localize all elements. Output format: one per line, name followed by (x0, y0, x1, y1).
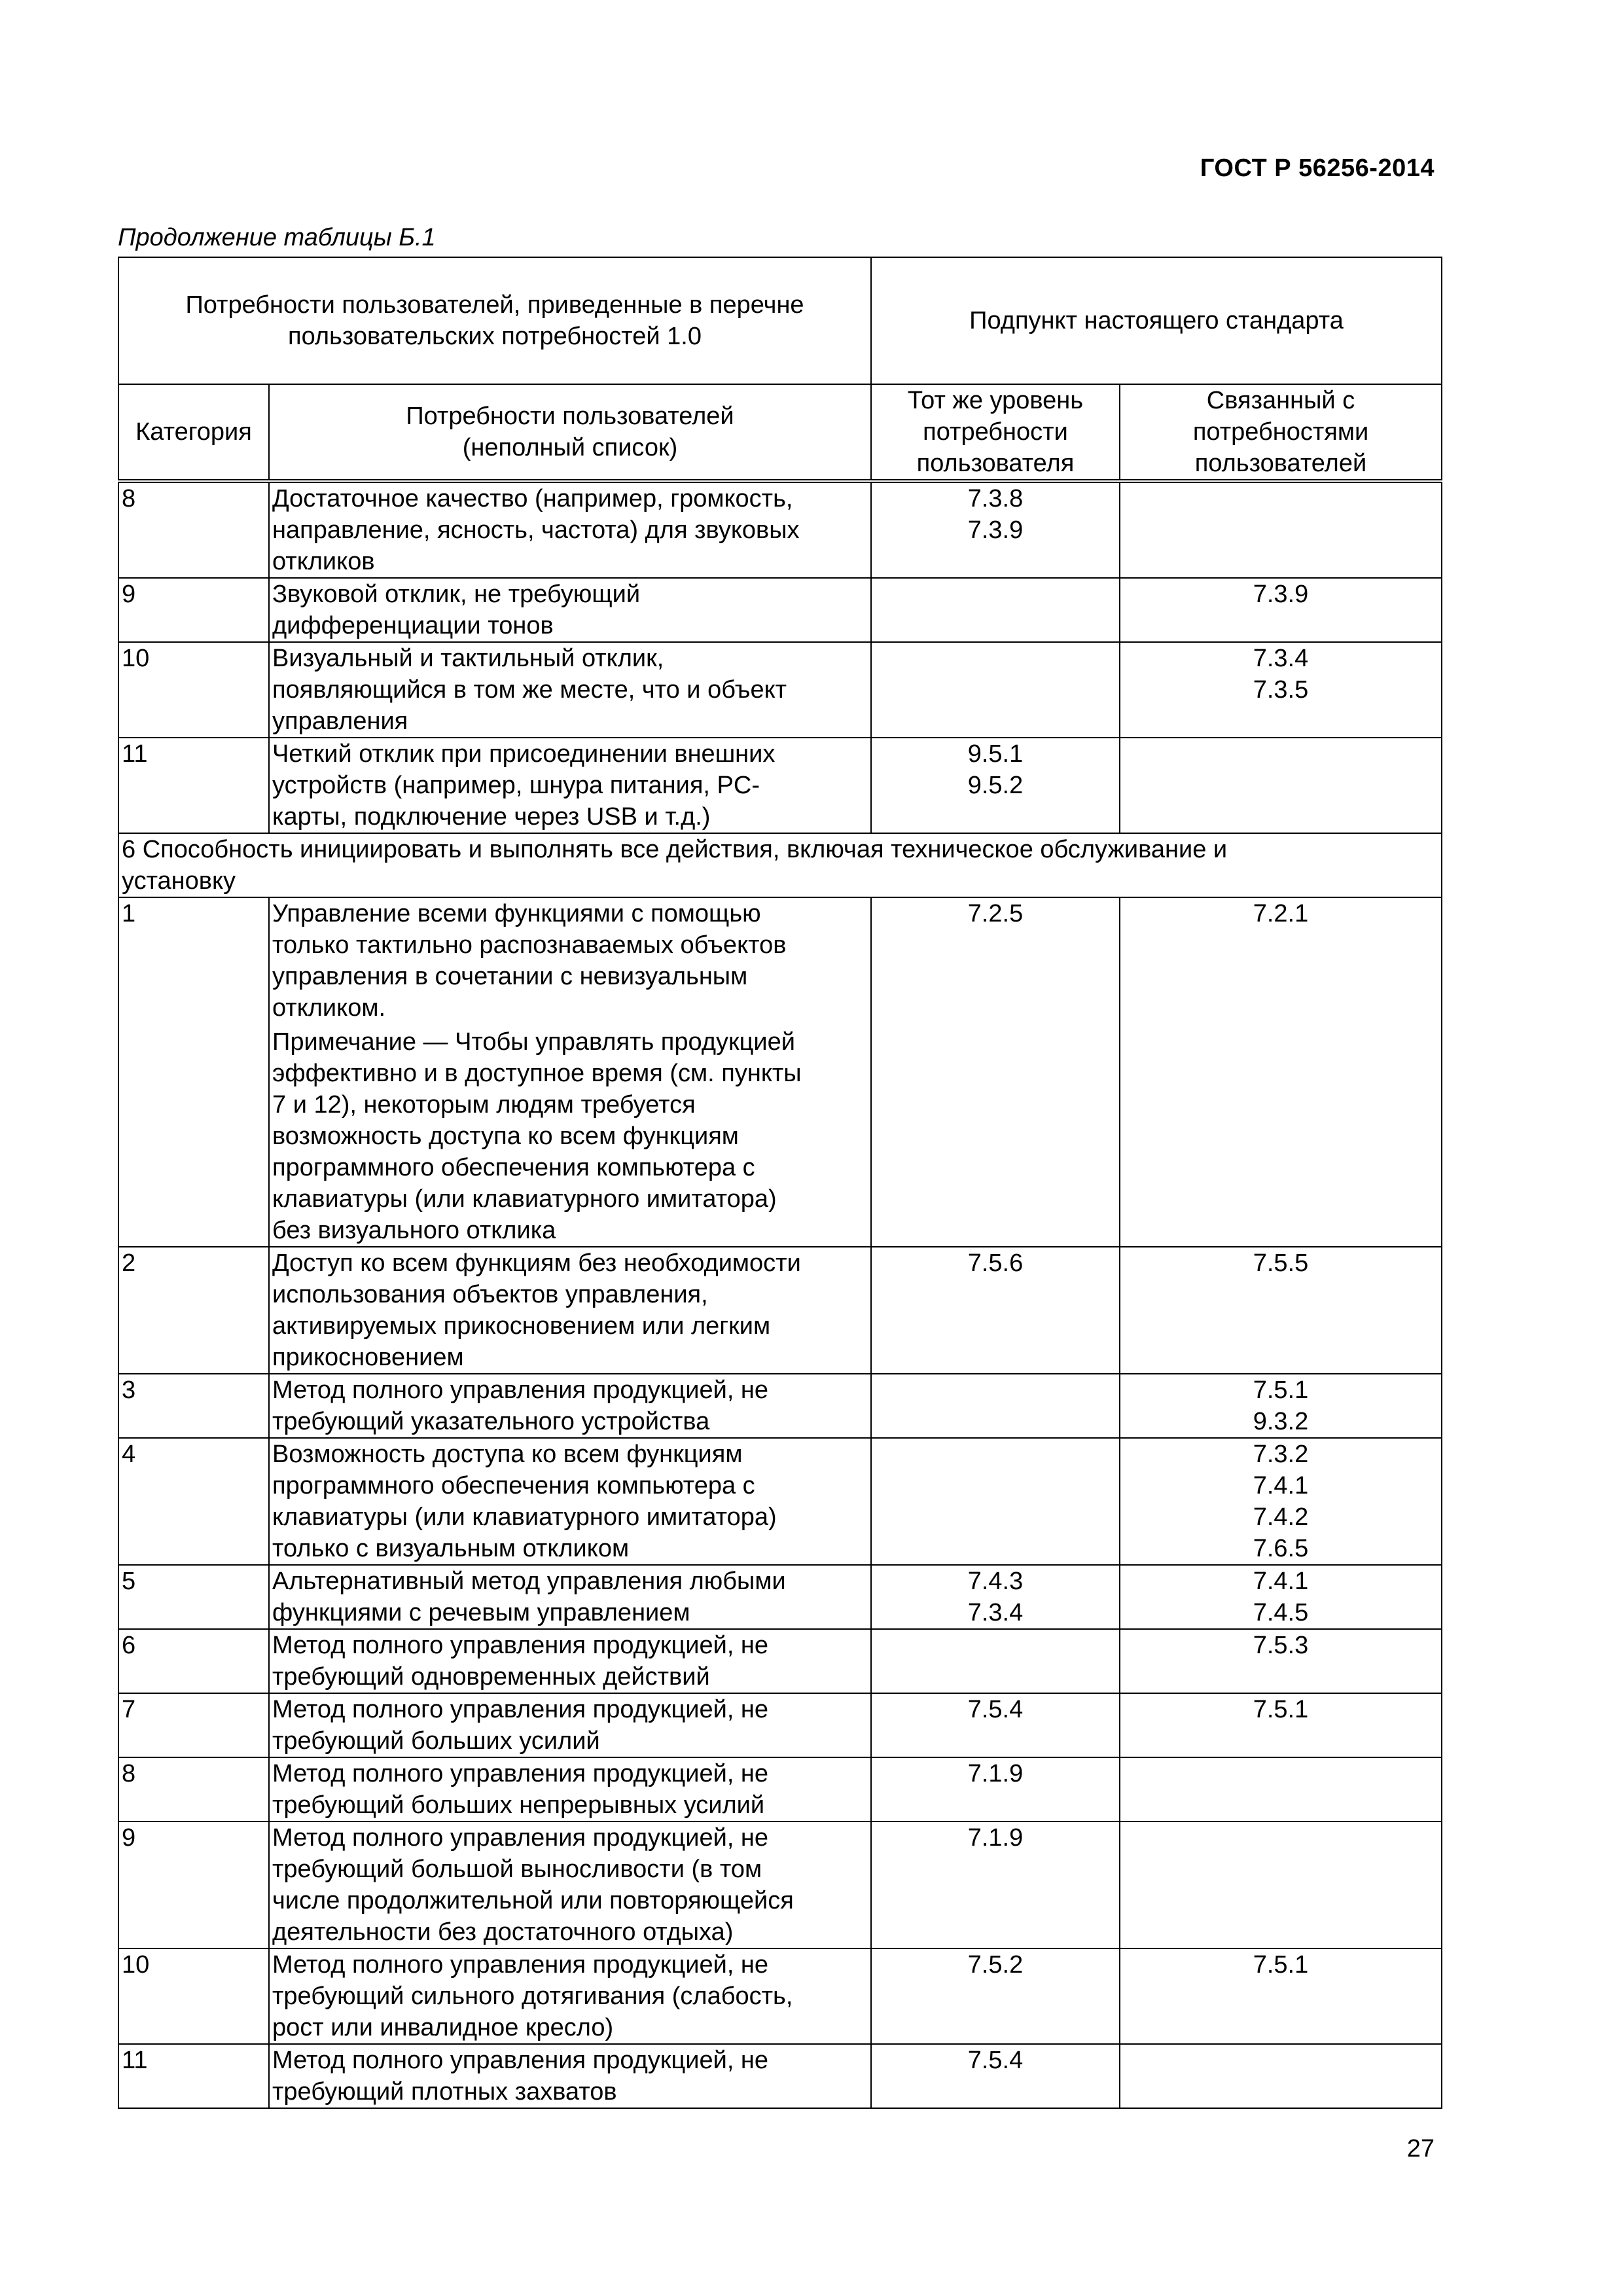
need-text-line: устройств (например, шнура питания, PC- (272, 772, 760, 799)
need-text-line: активируемых прикосновением или легким (272, 1312, 771, 1340)
note-text-line: эффективно и в доступное время (см. пункты (272, 1060, 802, 1087)
related-cell (1120, 578, 1442, 642)
subclause-ref: 7.4.1 (1253, 1568, 1309, 1595)
need-text-line: требующий указательного устройства (272, 1408, 710, 1435)
need-text-line: использования объектов управления, (272, 1281, 708, 1308)
need-text-line: Метод полного управления продукцией, не (272, 1376, 769, 1404)
subclause-ref: 7.3.4 (1253, 645, 1309, 672)
table-caption: Продолжение таблицы Б.1 (118, 224, 436, 251)
page-number: 27 (1406, 2135, 1435, 2162)
need-text-line: требующий одновременных действий (272, 1663, 710, 1691)
subclause-ref: 7.5.3 (1253, 1632, 1309, 1659)
need-description-cell (269, 1247, 871, 1374)
subclause-ref: 7.3.8 (967, 485, 1024, 512)
need-description-cell (269, 1757, 871, 1821)
subclause-ref: 7.3.9 (1253, 581, 1309, 608)
table-row (118, 2044, 1442, 2108)
same-level-cell (871, 897, 1120, 1247)
same-level-cell (871, 1629, 1120, 1693)
category-cell: 6 (118, 1629, 269, 1693)
need-text-line: функциями с речевым управлением (272, 1599, 690, 1626)
related-cell (1120, 1629, 1442, 1693)
subclause-ref: 7.5.4 (967, 1696, 1024, 1723)
category-cell: 4 (118, 1438, 269, 1565)
table-row (118, 1565, 1442, 1629)
subclause-ref: 7.6.5 (1253, 1535, 1309, 1562)
need-text-line: только тактильно распознаваемых объектов (272, 931, 787, 959)
category-cell: 10 (118, 1948, 269, 2044)
same-level-cell (871, 1757, 1120, 1821)
category-cell: 2 (118, 1247, 269, 1374)
category-cell: 3 (118, 1374, 269, 1438)
need-note (272, 1026, 868, 1246)
requirements-table (118, 257, 1442, 2109)
need-description-cell (269, 1821, 871, 1948)
table-row (118, 1693, 1442, 1757)
related-cell (1120, 1438, 1442, 1565)
same-level-cell (871, 1948, 1120, 2044)
need-text-line: управления (272, 708, 408, 735)
need-text-line: программного обеспечения компьютера с (272, 1472, 755, 1499)
need-description-cell (269, 1374, 871, 1438)
subclause-ref: 7.5.2 (967, 1951, 1024, 1979)
subclause-ref: 7.5.4 (967, 2047, 1024, 2074)
subclause-ref: 7.5.1 (1253, 1376, 1309, 1404)
related-cell (1120, 1565, 1442, 1629)
need-text-line: дифференциации тонов (272, 612, 554, 639)
need-text-line: откликов (272, 548, 375, 575)
related-cell (1120, 1948, 1442, 2044)
header-line: Потребности пользователей (406, 403, 734, 430)
same-level-cell (871, 1374, 1120, 1438)
note-text-line: программного обеспечения компьютера с (272, 1154, 755, 1181)
need-text-line: откликом. (272, 994, 386, 1022)
need-text-line: Звуковой отклик, не требующий (272, 581, 641, 608)
category-cell: 1 (118, 897, 269, 1247)
category-cell: 5 (118, 1565, 269, 1629)
need-text-line: требующий больших непрерывных усилий (272, 1791, 765, 1819)
section-heading (118, 833, 1442, 897)
header-line: пользователя (916, 450, 1075, 477)
same-level-cell (871, 642, 1120, 738)
subclause-ref: 7.3.5 (1253, 676, 1309, 704)
table-row (118, 481, 1442, 578)
category-cell: 11 (118, 2044, 269, 2108)
need-text-line: клавиатуры (или клавиатурного имитатора) (272, 1503, 777, 1531)
category-cell: 10 (118, 642, 269, 738)
related-cell (1120, 1693, 1442, 1757)
need-text-line: Метод полного управления продукцией, не (272, 1632, 769, 1659)
header-needs (269, 384, 871, 481)
header-line: Тот же уровень (907, 387, 1084, 414)
table-row (118, 642, 1442, 738)
need-text-line: карты, подключение через USB и т.д.) (272, 803, 711, 831)
note-text-line: Примечание — Чтобы управлять продукцией (272, 1028, 795, 1056)
table-row (118, 738, 1442, 833)
subclause-ref: 9.5.2 (967, 772, 1024, 799)
subclause-ref: 7.3.4 (967, 1599, 1024, 1626)
need-text-line: Четкий отклик при присоединении внешних (272, 740, 776, 768)
header-user-needs-list (118, 257, 871, 384)
same-level-cell (871, 1438, 1120, 1565)
need-description-cell (269, 642, 871, 738)
related-cell (1120, 738, 1442, 833)
subclause-ref: 7.2.5 (967, 900, 1024, 927)
same-level-cell (871, 578, 1120, 642)
need-description-cell (269, 1693, 871, 1757)
category-cell: 8 (118, 481, 269, 578)
header-line: Связанный с (1206, 387, 1355, 414)
table-row (118, 1247, 1442, 1374)
need-text-line: только с визуальным откликом (272, 1535, 630, 1562)
header-line: пользовательских потребностей 1.0 (288, 323, 702, 350)
note-text-line: без визуального отклика (272, 1217, 556, 1244)
related-cell (1120, 1247, 1442, 1374)
need-text-line: Метод полного управления продукцией, не (272, 1760, 769, 1787)
same-level-cell (871, 738, 1120, 833)
need-text-line: Управление всеми функциями с помощью (272, 900, 761, 927)
need-text-line: деятельности без достаточного отдыха) (272, 1918, 734, 1946)
header-line: пользователей (1194, 450, 1367, 477)
need-text-line: Метод полного управления продукцией, не (272, 1951, 769, 1979)
related-cell (1120, 642, 1442, 738)
header-line: (неполный список) (462, 434, 678, 461)
header-line: потребностями (1192, 418, 1369, 446)
same-level-cell (871, 2044, 1120, 2108)
section-text-line: 6 Способность инициировать и выполнять все действия, включая техническое обслуживание и (122, 836, 1228, 863)
note-text-line: клавиатуры (или клавиатурного имитатора) (272, 1185, 777, 1213)
section-row (118, 833, 1442, 897)
table-row (118, 1374, 1442, 1438)
table-row (118, 1757, 1442, 1821)
table-row (118, 1948, 1442, 2044)
related-cell (1120, 1821, 1442, 1948)
standard-code: ГОСТ Р 56256-2014 (1200, 154, 1435, 182)
section-text-line: установку (122, 867, 236, 895)
need-description-cell (269, 738, 871, 833)
need-description-cell (269, 1438, 871, 1565)
related-cell (1120, 1757, 1442, 1821)
need-text-line: Метод полного управления продукцией, не (272, 1696, 769, 1723)
need-text-line: направление, ясность, частота) для звуковых (272, 516, 800, 544)
subclause-ref: 7.1.9 (967, 1824, 1024, 1852)
subclause-ref: 7.3.2 (1253, 1441, 1309, 1468)
category-cell: 7 (118, 1693, 269, 1757)
subclause-ref: 7.4.5 (1253, 1599, 1309, 1626)
need-text-line: Визуальный и тактильный отклик, (272, 645, 664, 672)
subclause-ref: 7.2.1 (1253, 900, 1309, 927)
need-text-line: появляющийся в том же месте, что и объект (272, 676, 787, 704)
subclause-ref: 7.5.1 (1253, 1696, 1309, 1723)
header-same-level (871, 384, 1120, 481)
need-text-line: Альтернативный метод управления любыми (272, 1568, 786, 1595)
table-row (118, 897, 1442, 1247)
related-cell (1120, 1374, 1442, 1438)
need-text-line: Возможность доступа ко всем функциям (272, 1441, 743, 1468)
need-description-cell (269, 897, 871, 1247)
header-related (1120, 384, 1442, 481)
note-text-line: возможность доступа ко всем функциям (272, 1122, 739, 1150)
need-description-cell (269, 1948, 871, 2044)
need-text-line: требующий больших усилий (272, 1727, 600, 1755)
subclause-ref: 7.4.1 (1253, 1472, 1309, 1499)
same-level-cell (871, 1247, 1120, 1374)
subclause-ref: 7.5.5 (1253, 1249, 1309, 1277)
same-level-cell (871, 1693, 1120, 1757)
need-text-line: прикосновением (272, 1344, 464, 1371)
note-text-line: 7 и 12), некоторым людям требуется (272, 1091, 696, 1119)
subclause-ref: 7.5.6 (967, 1249, 1024, 1277)
need-text-line: требующий плотных захватов (272, 2078, 617, 2106)
need-text-line: управления в сочетании с невизуальным (272, 963, 748, 990)
need-description-cell (269, 481, 871, 578)
same-level-cell (871, 481, 1120, 578)
need-text-line: Достаточное качество (например, громкость, (272, 485, 793, 512)
need-description-cell (269, 1565, 871, 1629)
category-cell: 9 (118, 1821, 269, 1948)
category-cell: 11 (118, 738, 269, 833)
table-header-row-2 (118, 384, 1442, 481)
table-row (118, 578, 1442, 642)
header-category: Категория (118, 384, 269, 481)
need-text-line: рост или инвалидное кресло) (272, 2014, 614, 2041)
table-row (118, 1438, 1442, 1565)
subclause-ref: 7.4.3 (967, 1568, 1024, 1595)
same-level-cell (871, 1821, 1120, 1948)
header-standard-subclause: Подпункт настоящего стандарта (871, 257, 1442, 384)
subclause-ref: 7.4.2 (1253, 1503, 1309, 1531)
category-cell: 8 (118, 1757, 269, 1821)
need-description-cell (269, 1629, 871, 1693)
need-description-cell (269, 578, 871, 642)
related-cell (1120, 897, 1442, 1247)
need-text-line: Метод полного управления продукцией, не (272, 2047, 769, 2074)
need-text-line: требующий большой выносливости (в том (272, 1856, 762, 1883)
header-line: потребности (923, 418, 1068, 446)
subclause-ref: 7.5.1 (1253, 1951, 1309, 1979)
subclause-ref: 9.3.2 (1253, 1408, 1309, 1435)
table-row (118, 1821, 1442, 1948)
header-line: Потребности пользователей, приведенные в перечне (185, 291, 804, 319)
subclause-ref: 7.1.9 (967, 1760, 1024, 1787)
related-cell (1120, 2044, 1442, 2108)
need-text-line: Метод полного управления продукцией, не (272, 1824, 769, 1852)
need-description-cell (269, 2044, 871, 2108)
need-text-line: числе продолжительной или повторяющейся (272, 1887, 794, 1914)
subclause-ref: 9.5.1 (967, 740, 1024, 768)
table-header-row-1 (118, 257, 1442, 384)
same-level-cell (871, 1565, 1120, 1629)
table-row (118, 1629, 1442, 1693)
subclause-ref: 7.3.9 (967, 516, 1024, 544)
need-text-line: требующий сильного дотягивания (слабость, (272, 1982, 793, 2010)
category-cell: 9 (118, 578, 269, 642)
need-text-line: Доступ ко всем функциям без необходимости (272, 1249, 801, 1277)
related-cell (1120, 481, 1442, 578)
